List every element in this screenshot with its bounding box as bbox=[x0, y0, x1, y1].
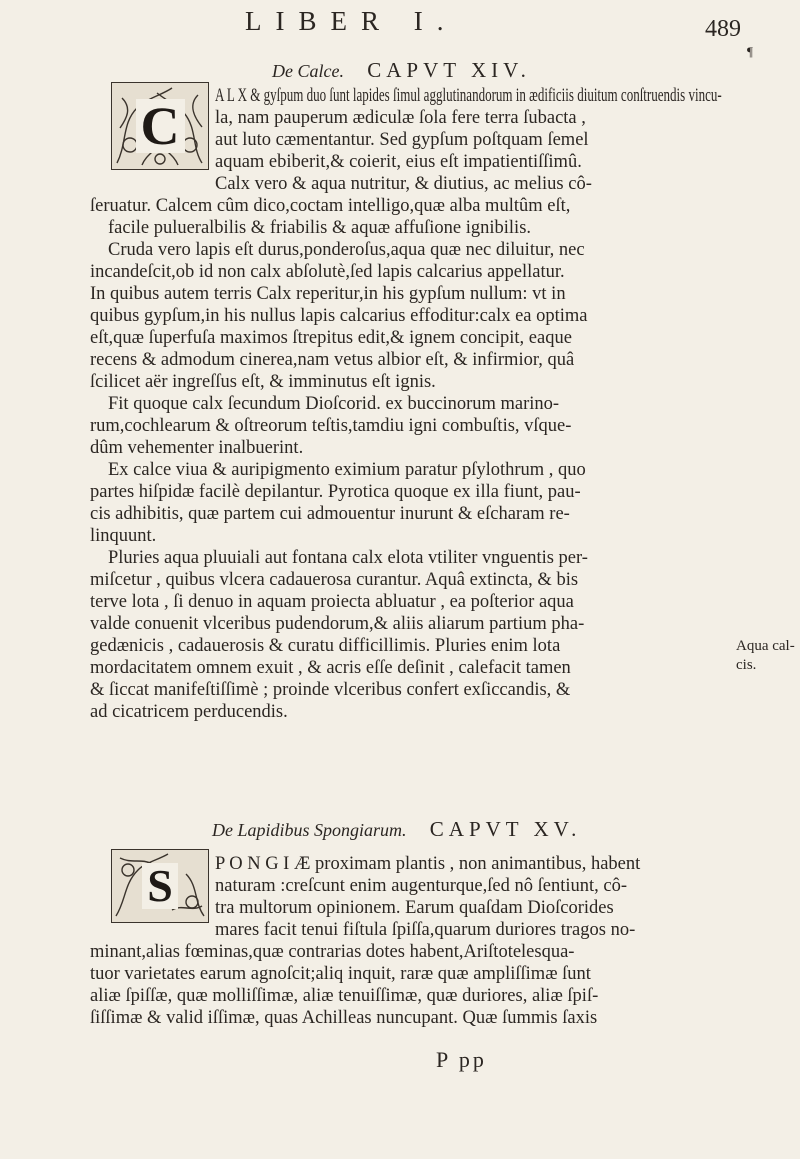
text-line: dûm vehementer inalbuerint. bbox=[90, 438, 304, 458]
signature-mark: P pp bbox=[436, 1047, 487, 1072]
text-line: Ex calce viua & auripigmento eximium paratur pſylothrum , quo bbox=[108, 460, 586, 480]
text-line: mares facit tenui fiſtula ſpiſſa,quarum duriores tragos no- bbox=[215, 920, 636, 940]
text-line: Cruda vero lapis eſt durus,ponderoſus,aqua quæ nec diluitur, nec bbox=[108, 240, 585, 260]
text-line: recens & admodum cinerea,nam vetus albior eſt, & infirmior, quâ bbox=[90, 350, 575, 370]
text-line: aliæ ſpiſſæ, quæ molliſſimæ, aliæ tenuiſſimæ, quæ duriores, aliæ ſpiſ- bbox=[90, 986, 599, 1006]
text-line: ſiſſimæ & valid iſſimæ, quas Achilleas nuncupant. Quæ ſummis ſaxis bbox=[90, 1008, 598, 1028]
text-line: Calx vero & aqua nutritur, & diutius, ac melius cô- bbox=[215, 174, 592, 194]
text-line: incandeſcit,ob id non calx abſolutè,ſed lapis calcarius appellatur. bbox=[90, 262, 565, 282]
text-line: facile pulueralbilis & friabilis & aquæ affuſione ignibilis. bbox=[108, 218, 532, 238]
text-line: tuor varietates earum agnoſcit;aliq inquit, raræ quæ ampliſſimæ ſunt bbox=[90, 964, 591, 984]
running-head: LIBER I. bbox=[245, 6, 458, 36]
chapter-heading-xiv bbox=[272, 58, 531, 83]
decorated-initial-s bbox=[111, 849, 209, 923]
text-line: aquam ebiberit,& coierit, eius eſt impatientiſſimû. bbox=[215, 152, 582, 172]
text-line: la, nam pauperum ædiculæ ſola fere terra ſubacta , bbox=[215, 108, 586, 128]
text-line: minant,alias fœminas,quæ contrarias dotes habent,Ariſtotelesqua- bbox=[90, 942, 575, 962]
text-line: ad cicatricem perducendis. bbox=[90, 702, 288, 722]
text-line: cis adhibitis, quæ partem cui admouentur inurunt & eſcharam re- bbox=[90, 504, 570, 524]
chapter-subject: De Calce. bbox=[272, 61, 344, 81]
margin-note-line: cis. bbox=[736, 657, 757, 673]
text-line: linquunt. bbox=[90, 526, 157, 546]
page-number: 489 bbox=[705, 16, 741, 42]
stray-mark: ¶ bbox=[747, 44, 753, 59]
initial-letter: S bbox=[142, 863, 178, 909]
chapter-heading-xv bbox=[212, 817, 581, 842]
chapter-subject: De Lapidibus Spongiarum. bbox=[212, 820, 407, 840]
initial-letter: C bbox=[136, 99, 185, 153]
text-line: Pluries aqua pluuiali aut fontana calx elota vtiliter vnguentis per- bbox=[108, 548, 588, 568]
text-line: P O N G I Æ proximam plantis , non animantibus, habent bbox=[215, 854, 641, 874]
text-line: mordacitatem omnem exuit , & acris eſſe deſinit , calefacit tamen bbox=[90, 658, 571, 678]
decorated-initial-c bbox=[111, 82, 209, 170]
chapter-number: CAPVT XV. bbox=[429, 817, 582, 841]
text-line: ſeruatur. Calcem cûm dico,coctam intelligo,quæ alba multûm eſt, bbox=[90, 196, 571, 216]
text-line: tra multorum opinionem. Earum quaſdam Dioſcorides bbox=[215, 898, 614, 918]
text-line: quibus gypſum,in his nullus lapis calcarius effoditur:calx ea optima bbox=[90, 306, 588, 326]
text-line: partes hiſpidæ facilè depilantur. Pyrotica quoque ex illa fiunt, pau- bbox=[90, 482, 581, 502]
text-line: & ſiccat manifeſtiſſimè ; proinde vlceribus confert exſiccandis, & bbox=[90, 680, 571, 700]
margin-note-line: Aqua cal- bbox=[736, 638, 795, 654]
text-line: In quibus autem terris Calx reperitur,in his gypſum nullum: vt in bbox=[90, 284, 566, 304]
text-line: terve lota , ſi denuo in aquam proiecta abluatur , ea poſterior aqua bbox=[90, 592, 574, 612]
text-line: rum,cochlearum & oſtreorum teſtis,tamdiu igni combuſtis, vſque- bbox=[90, 416, 572, 436]
text-line: naturam :creſcunt enim augenturque,ſed nô ſentiunt, cô- bbox=[215, 876, 627, 896]
text-line: miſcetur , quibus vlcera cadauerosa curantur. Aquâ extincta, & bis bbox=[90, 570, 579, 590]
text-line: gedænicis , cadauerosis & curatu difficillimis. Pluries enim lota bbox=[90, 636, 561, 656]
text-line: valde conuenit vlceribus pudendorum,& aliis aliarum partium pha- bbox=[90, 614, 585, 634]
text-line: aut luto cæmentantur. Sed gypſum poſtquam ſemel bbox=[215, 130, 589, 150]
text-line: Fit quoque calx ſecundum Dioſcorid. ex buccinorum marino- bbox=[108, 394, 560, 414]
text-line: A L X & gyſpum duo ſunt lapides ſimul agglutinandorum in ædificiis diuitum conſtruendis vincu- bbox=[215, 86, 722, 106]
text-line: eſt,quæ ſuperfuſa maximos ſtrepitus edit,& ignem concipit, eaque bbox=[90, 328, 572, 348]
text-line: ſcilicet aër ingreſſus eſt, & imminutus eſt ignis. bbox=[90, 372, 436, 392]
chapter-number: CAPVT XIV. bbox=[367, 58, 531, 82]
